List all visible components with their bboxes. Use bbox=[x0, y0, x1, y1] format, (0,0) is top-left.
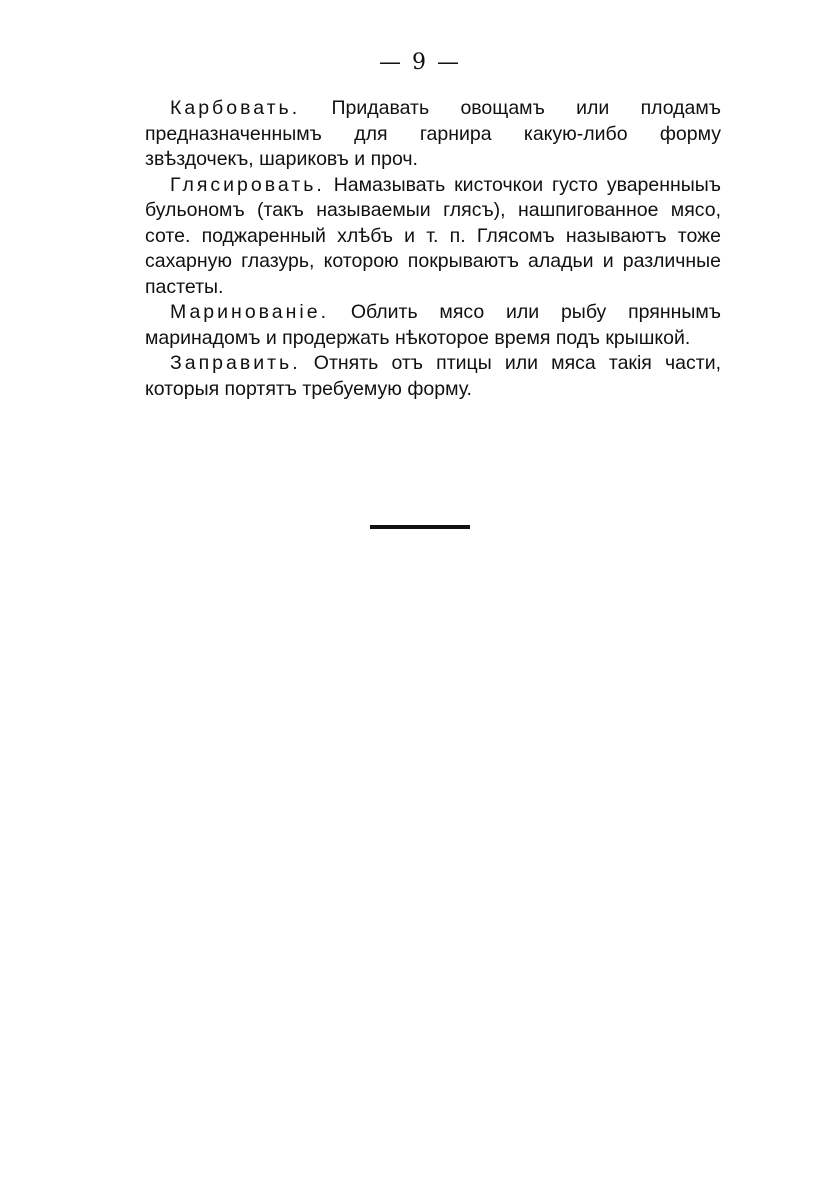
glossary-definition: Облить мясо или рыбу пряннымъ маринадомъ и продержать нѣкоторое время подъ крышкой. bbox=[145, 301, 721, 349]
section-end-rule bbox=[370, 525, 470, 529]
glossary-term: Заправить. bbox=[170, 352, 301, 374]
page-number: — 9 — bbox=[379, 50, 461, 75]
glossary-definition: Придавать овощамъ или плодамъ предназначеннымъ для гарнира какую-либо форму звѣздочекъ, шариковъ и проч. bbox=[145, 97, 721, 170]
glossary-definition: Намазывать кисточкои густо уваренныыъ бульономъ (такъ называемыи глясъ), нашпигованное мясо, соте. поджаренный хлѣбъ и т. п. Глясомъ называютъ тоже сахарную глазурь, которою покрываютъ аладьи и различные пастеты. bbox=[145, 173, 721, 298]
glossary-entry-glyasirovat bbox=[145, 173, 721, 301]
glossary-entry-marinovanie bbox=[145, 300, 721, 351]
glossary-text bbox=[145, 96, 721, 402]
glossary-entry-zapravit bbox=[145, 351, 721, 402]
glossary-definition: Отнять отъ птицы или мяса такiя части, которыя портятъ требуемую форму. bbox=[145, 352, 722, 400]
glossary-term: Глясировать. bbox=[170, 173, 325, 196]
glossary-term: Маринованiе. bbox=[170, 301, 330, 323]
glossary-term: Карбовать. bbox=[170, 97, 301, 119]
glossary-entry-karbovat bbox=[145, 96, 721, 173]
